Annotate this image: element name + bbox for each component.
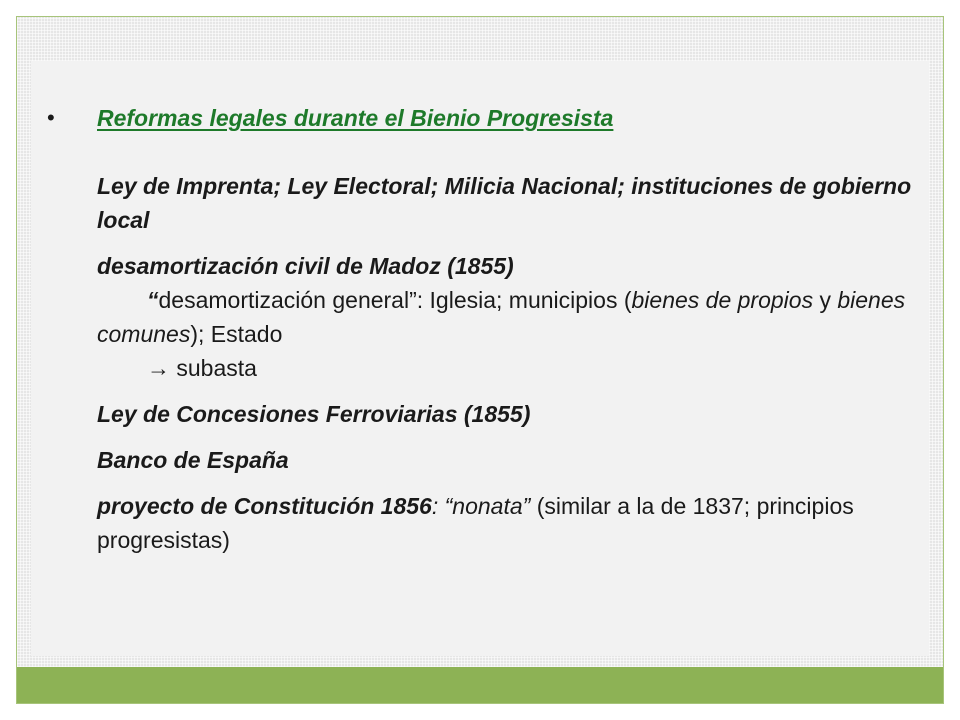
desamortizacion-text: desamortización general”: Iglesia; municipios ( <box>158 287 632 313</box>
slide-body <box>33 101 913 557</box>
conjunction-y: y <box>813 287 838 313</box>
quote-open: “ <box>147 287 159 313</box>
desamortizacion-tail: ); Estado <box>190 321 283 347</box>
proyecto-rest: (similar a la de 1837; principios progresistas) <box>97 493 854 553</box>
proyecto-block <box>33 489 913 557</box>
desamortizacion-detail <box>97 283 913 351</box>
bullet-icon: • <box>47 105 55 130</box>
desamortizacion-block <box>33 249 913 385</box>
proyecto-title: proyecto de Constitución 1856 <box>97 493 432 519</box>
bienes-comunes: bienes comunes <box>97 287 906 347</box>
desamortizacion-title: desamortización civil de Madoz (1855) <box>97 253 514 279</box>
line-banco: Banco de España <box>97 447 289 473</box>
subasta-line: → subasta <box>147 355 257 381</box>
slide-heading: Reformas legales durante el Bienio Progresista <box>97 105 614 131</box>
nonata: “nonata” <box>444 493 531 519</box>
slide-frame <box>16 16 944 704</box>
proyecto-colon: : <box>431 493 445 519</box>
bienes-propios: bienes de propios <box>631 287 814 313</box>
line-leyes: Ley de Imprenta; Ley Electoral; Milicia Nacional; instituciones de gobierno local <box>97 173 912 233</box>
bullet-item <box>33 101 913 135</box>
footer-bar <box>17 667 943 703</box>
line-ley-concesiones: Ley de Concesiones Ferroviarias (1855) <box>97 401 531 427</box>
